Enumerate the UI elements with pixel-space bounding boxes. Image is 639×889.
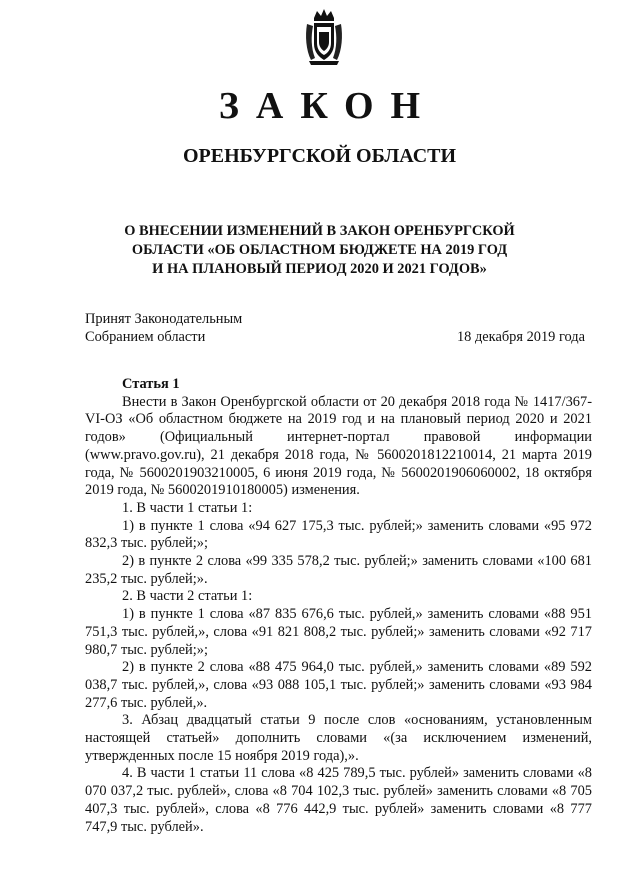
article-body [85, 376, 592, 836]
paragraph: 2. В части 2 статьи 1: [122, 588, 253, 605]
adoption-line: Принят Законодательным [85, 311, 243, 327]
paragraph: 1. В части 1 статьи 1: [122, 499, 253, 516]
paragraph: 2) в пункте 2 слова «99 335 578,2 тыс. рублей;» заменить словами «100 681 235,2 тыс. рублей;». [85, 553, 592, 587]
paragraph: 1) в пункте 1 слова «87 835 676,6 тыс. рублей,» заменить словами «88 951 751,3 тыс. рублей,», слова «91 821 808,2 тыс. рублей;» заменить словами «92 717 980,7 тыс. рублей;»; [85, 606, 592, 658]
paragraph: 4. В части 1 статьи 11 слова «8 425 789,5 тыс. рублей» заменить словами «8 070 037,2 тыс. рублей», слова «8 704 102,3 тыс. рублей» заменить словами «8 705 407,3 тыс. рублей», слова «8 776 442,9 тыс. рублей» заменить словами «8 777 747,9 тыс. рублей». [85, 765, 592, 835]
coat-of-arms-icon [303, 8, 345, 66]
adoption-date: 18 декабря 2019 года [456, 329, 585, 345]
adoption-block [85, 310, 242, 346]
law-subject [0, 222, 639, 279]
law-title: ЗАКОН [218, 85, 438, 127]
paragraph: Внести в Закон Оренбургской области от 20 декабря 2018 года № 1417/367-VI-ОЗ «Об областном бюджете на 2019 год и на плановый период 2020 и 2021 годов» (Официальный интернет-портал правовой информации (www.pravo.gov.ru), 21 декабря 2018 года, № 5600201812210014, 21 марта 2019 года, № 5600201903210005, 6 июня 2019 года, № 5600201906060002, 18 октября 2019 года, № 5600201910180005) изменения. [85, 393, 592, 499]
subject-line: О ВНЕСЕНИИ ИЗМЕНЕНИЙ В ЗАКОН ОРЕНБУРГСКОЙ [124, 223, 515, 239]
paragraph: 3. Абзац двадцатый статьи 9 после слов «основаниям, установленным настоящей статьей» дополнить словами «(за исключением изменений, утвержденных после 15 ноября 2019 года),». [85, 712, 592, 764]
region-title: ОРЕНБУРГСКОЙ ОБЛАСТИ [182, 145, 457, 167]
adoption-line: Собранием области [85, 329, 206, 345]
article-title: Статья 1 [122, 376, 180, 392]
paragraph: 2) в пункте 2 слова «88 475 964,0 тыс. рублей,» заменить словами «89 592 038,7 тыс. рублей,», слова «93 088 105,1 тыс. рублей;» заменить словами «93 984 277,6 тыс. рублей,». [85, 659, 592, 711]
subject-line: И НА ПЛАНОВЫЙ ПЕРИОД 2020 И 2021 ГОДОВ» [152, 261, 487, 277]
subject-line: ОБЛАСТИ «ОБ ОБЛАСТНОМ БЮДЖЕТЕ НА 2019 ГОД [131, 242, 508, 258]
paragraph: 1) в пункте 1 слова «94 627 175,3 тыс. рублей;» заменить словами «95 972 832,3 тыс. рублей;»; [85, 517, 592, 552]
